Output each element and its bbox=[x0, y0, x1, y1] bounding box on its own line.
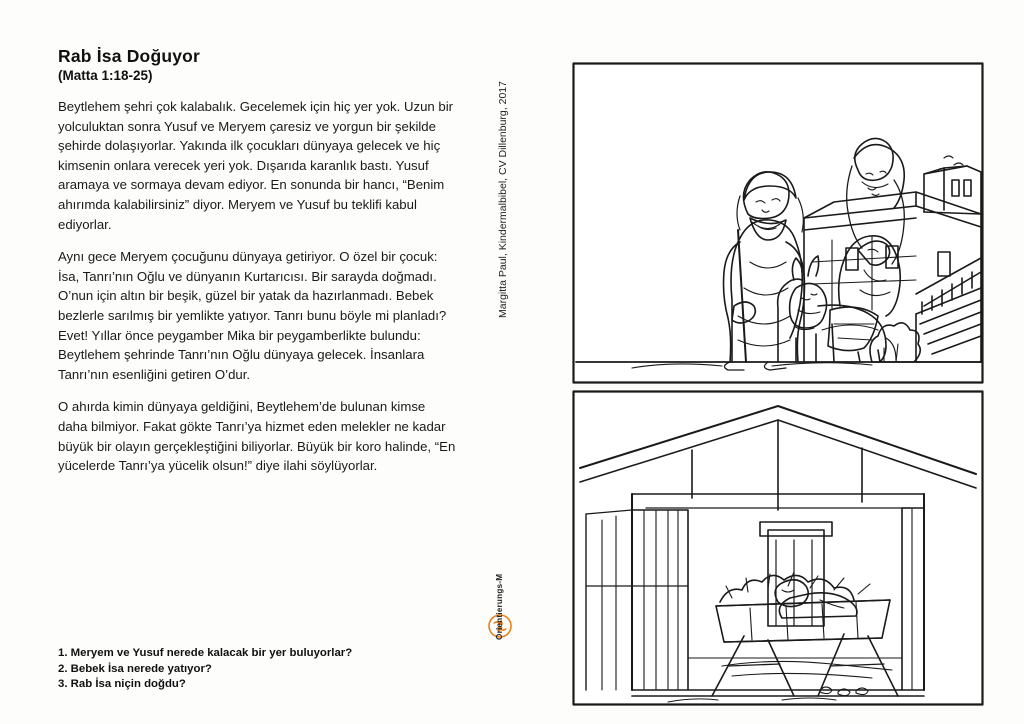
questions-list bbox=[58, 646, 478, 693]
story-paragraph: Aynı gece Meryem çocuğunu dünyaya getiriyor. O özel bir çocuk: İsa, Tanrı’nın Oğlu ve dünyanın Kurtarıcısı. Bir sarayda doğmadı. O’nun için altın bir beşik, güzel bir yatak da hazırlanmadı. Bebek bezlerle sarılmış bir yemlikte yatıyor. Tanrı bunu böyle mi planladı? Evet! Yıllar önce peygamber Mika bir peygamberlikte bulundu: Beytlehem şehrinde Tanrı’nın Oğlu dünyaya gelecek. İnsanlara Tanrı’nın esenliğini getiren O’dur. bbox=[58, 249, 447, 382]
story-paragraph: Beytlehem şehri çok kalabalık. Gecelemek için hiç yer yok. Uzun bir yolculuktan sonra Yusuf ve Meryem çaresiz ve yorgun bir şekilde şehirde dolaşıyorlar. Yakında ilk çocukları dünyaya gelecek ve hiç kimsenin onlara verecek yeri yok. Dışarıda karanlık bastı. Yusuf aramaya ve sormaya devam ediyor. En sonunda bir hancı, “Benim ahırımda kalabilirsiniz” diyor. Meryem ve Yusuf bu teklifi kabul ediyorlar. bbox=[58, 99, 454, 232]
publisher-logo-label: Orientierungs-M bbox=[495, 573, 504, 640]
page-title: Rab İsa Doğuyor bbox=[58, 46, 201, 66]
list-item: 3. Rab İsa niçin doğdu? bbox=[58, 678, 186, 690]
page-subtitle-reference: (Matta 1:18-25) bbox=[58, 68, 153, 83]
stable-manger-illustration bbox=[572, 390, 984, 706]
story-paragraph: O ahırda kimin dünyaya geldiğini, Beytlehem’de bulunan kimse daha bilmiyor. Fakat gökte Tanrı’ya hizmet eden melekler ne kadar büyük bir olayın gerçekleştiğini biliyorlar. Büyük bir koro halinde, “En yücelerde Tanrı’ya yücelik olsun!” diye ilahi söylüyorlar. bbox=[58, 399, 456, 474]
story-text-column bbox=[58, 46, 458, 489]
list-item: 2. Bebek İsa nerede yatıyor? bbox=[58, 662, 212, 675]
list-item: 1. Meryem ve Yusuf nerede kalacak bir yer buluyorlar? bbox=[58, 647, 353, 659]
credit-line: Margitta Paul, Kindermalbibel, CV Dillenburg, 2017 bbox=[497, 81, 509, 318]
nativity-journey-illustration bbox=[572, 62, 984, 384]
publisher-logo bbox=[483, 573, 517, 706]
